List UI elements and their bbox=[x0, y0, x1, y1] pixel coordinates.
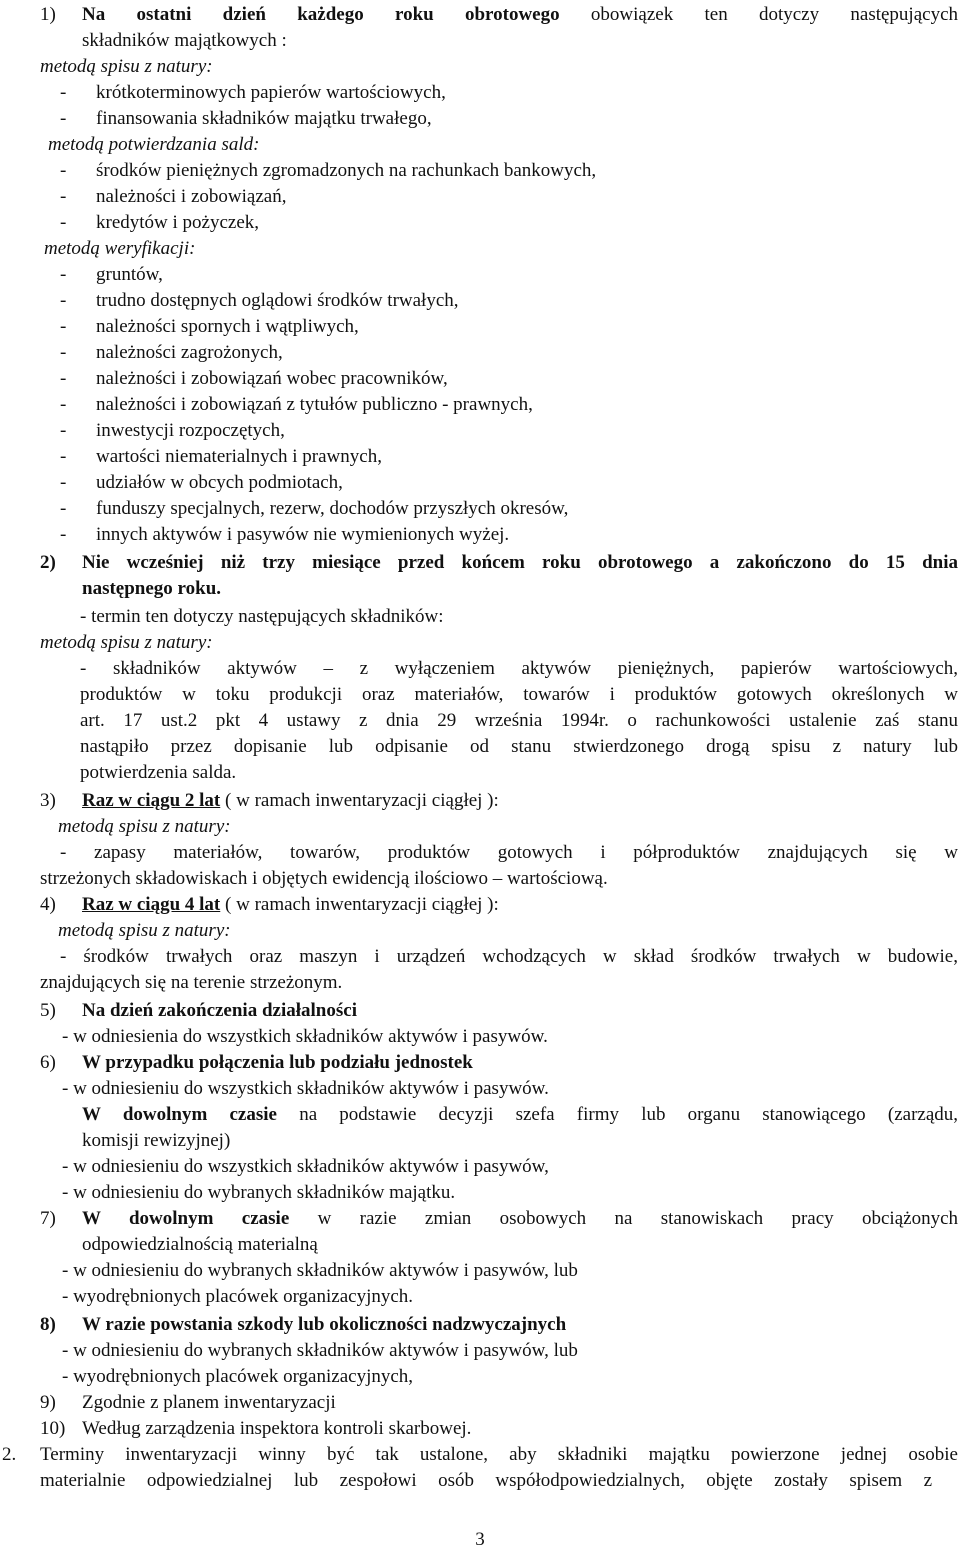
paragraph-line: strzeżonych składowiskach i objętych ewidencją ilościowo – wartościową. bbox=[40, 868, 608, 889]
paragraph-line: komisji rewizyjnej) bbox=[82, 1130, 231, 1151]
method-label: metodą spisu z natury: bbox=[58, 920, 231, 941]
list-item: - trudno dostępnych oglądowi środków trwałych, bbox=[60, 290, 459, 311]
paragraph-line: - zapasy materiałów, towarów, produktów gotowych i półproduktów znajdujących się w bbox=[60, 842, 958, 863]
list-item: - należności i zobowiązań, bbox=[60, 186, 287, 207]
paragraph-line: nastąpiło przez dopisanie lub odpisanie od stanu stwierdzonego drogą spisu z natury lub bbox=[80, 736, 958, 757]
paragraph-line: - składników aktywów – z wyłączeniem aktywów pieniężnych, papierów wartościowych, bbox=[80, 658, 958, 679]
list-item: - należności zagrożonych, bbox=[60, 342, 283, 363]
paragraph-line: odpowiedzialnością materialną bbox=[82, 1234, 318, 1255]
paragraph-line: potwierdzenia salda. bbox=[80, 762, 237, 783]
list-item: - innych aktywów i pasywów nie wymienionych wyżej. bbox=[60, 524, 510, 545]
item-number: 8) bbox=[40, 1314, 56, 1335]
paragraph-line: art. 17 ust.2 pkt 4 ustawy z dnia 29 września 1994r. o rachunkowości ustalenie zaś stanu bbox=[80, 710, 958, 731]
anytime-heading: W dowolnym czasie bbox=[82, 1104, 277, 1125]
paragraph-line: - w odniesieniu do wybranych składników majątku. bbox=[62, 1182, 456, 1203]
list-item: - należności spornych i wątpliwych, bbox=[60, 316, 359, 337]
item-6-heading: W przypadku połączenia lub podziału jednostek bbox=[82, 1052, 473, 1073]
list-item: - wartości niematerialnych i prawnych, bbox=[60, 446, 382, 467]
list-item: - finansowania składników majątku trwałego, bbox=[60, 108, 432, 129]
list-item: - gruntów, bbox=[60, 264, 163, 285]
item-number: 10) bbox=[40, 1418, 66, 1439]
paragraph-line: materialnie odpowiedzialnej lub zespołowi osób współodpowiedzialnych, objęte zostały spisem z bbox=[40, 1470, 932, 1491]
method-label: metodą spisu z natury: bbox=[40, 632, 213, 653]
item-number: 2) bbox=[40, 552, 56, 573]
list-item: - funduszy specjalnych, rezerw, dochodów przyszłych okresów, bbox=[60, 498, 569, 519]
item-1-lead-rest: obowiązek ten dotyczy następujących bbox=[590, 4, 958, 25]
section-number: 2. bbox=[2, 1444, 17, 1465]
item-9-text: Zgodnie z planem inwentaryzacji bbox=[82, 1392, 336, 1413]
item-10-text: Według zarządzenia inspektora kontroli skarbowej. bbox=[82, 1418, 472, 1439]
item-number: 3) bbox=[40, 790, 56, 811]
list-item: - należności i zobowiązań z tytułów publiczno - prawnych, bbox=[60, 394, 533, 415]
paragraph-line: - w odniesienia do wszystkich składników aktywów i pasywów. bbox=[62, 1026, 548, 1047]
item-5-heading: Na dzień zakończenia działalności bbox=[82, 1000, 357, 1021]
paragraph-line: - w odniesieniu do wybranych składników aktywów i pasywów, lub bbox=[62, 1340, 578, 1361]
item-number: 4) bbox=[40, 894, 56, 915]
paragraph-line: - w odniesieniu do wszystkich składników aktywów i pasywów. bbox=[62, 1078, 549, 1099]
item-1-lead-cont: składników majątkowych : bbox=[82, 30, 287, 51]
method-label: metodą potwierdzania sald: bbox=[48, 134, 260, 155]
item-number: 5) bbox=[40, 1000, 56, 1021]
item-1-heading: Na ostatni dzień każdego roku obrotowego bbox=[82, 4, 560, 25]
page-number: 3 bbox=[475, 1529, 485, 1550]
paragraph-line: - w odniesieniu do wszystkich składników aktywów i pasywów, bbox=[62, 1156, 549, 1177]
item-number: 7) bbox=[40, 1208, 56, 1229]
item-number: 1) bbox=[40, 4, 56, 25]
item-8-heading: W razie powstania szkody lub okoliczności nadzwyczajnych bbox=[82, 1314, 567, 1335]
term-note: - termin ten dotyczy następujących składników: bbox=[80, 606, 444, 627]
item-1-lead bbox=[82, 2, 958, 28]
item-7-line: W dowolnym czasie w razie zmian osobowych na stanowiskach pracy obciążonych bbox=[82, 1208, 959, 1229]
item-4-line: Raz w ciągu 4 lat ( w ramach inwentaryzacji ciągłej ): bbox=[82, 894, 499, 915]
paragraph-line: - środków trwałych oraz maszyn i urządzeń wchodzących w skład środków trwałych w budowie, bbox=[60, 946, 958, 967]
paragraph-line: - wyodrębnionych placówek organizacyjnych. bbox=[62, 1286, 414, 1307]
paragraph-line: Terminy inwentaryzacji winny być tak ustalone, aby składniki majątku powierzone jednej osobie bbox=[40, 1444, 958, 1465]
item-4-heading: Raz w ciągu 4 lat bbox=[82, 894, 221, 915]
item-3-line: Raz w ciągu 2 lat ( w ramach inwentaryzacji ciągłej ): bbox=[82, 790, 499, 811]
list-item: - należności i zobowiązań wobec pracowników, bbox=[60, 368, 448, 389]
item-7-heading: W dowolnym czasie bbox=[82, 1208, 290, 1229]
paragraph-line: produktów w toku produkcji oraz materiałów, towarów i produktów gotowych określonych w bbox=[80, 684, 958, 705]
item-number: 6) bbox=[40, 1052, 56, 1073]
paragraph-line: znajdujących się na terenie strzeżonym. bbox=[40, 972, 343, 993]
paragraph-line: - wyodrębnionych placówek organizacyjnych, bbox=[62, 1366, 414, 1387]
list-item: - inwestycji rozpoczętych, bbox=[60, 420, 285, 441]
item-2-heading-cont: następnego roku. bbox=[82, 578, 222, 599]
method-label: metodą spisu z natury: bbox=[58, 816, 231, 837]
list-item: - udziałów w obcych podmiotach, bbox=[60, 472, 343, 493]
paragraph-line: - w odniesieniu do wybranych składników aktywów i pasywów, lub bbox=[62, 1260, 578, 1281]
item-6-anytime-line: W dowolnym czasie na podstawie decyzji szefa firmy lub organu stanowiącego (zarządu, bbox=[82, 1104, 959, 1125]
item-number: 9) bbox=[40, 1392, 56, 1413]
method-label: metodą spisu z natury: bbox=[40, 56, 213, 77]
item-2-heading: Nie wcześniej niż trzy miesiące przed końcem roku obrotowego a zakończono do 15 dnia bbox=[82, 552, 958, 573]
list-item: - krótkoterminowych papierów wartościowych, bbox=[60, 82, 446, 103]
list-item: - środków pieniężnych zgromadzonych na rachunkach bankowych, bbox=[60, 160, 597, 181]
item-3-heading: Raz w ciągu 2 lat bbox=[82, 790, 221, 811]
list-item: - kredytów i pożyczek, bbox=[60, 212, 260, 233]
method-label: metodą weryfikacji: bbox=[44, 238, 196, 259]
